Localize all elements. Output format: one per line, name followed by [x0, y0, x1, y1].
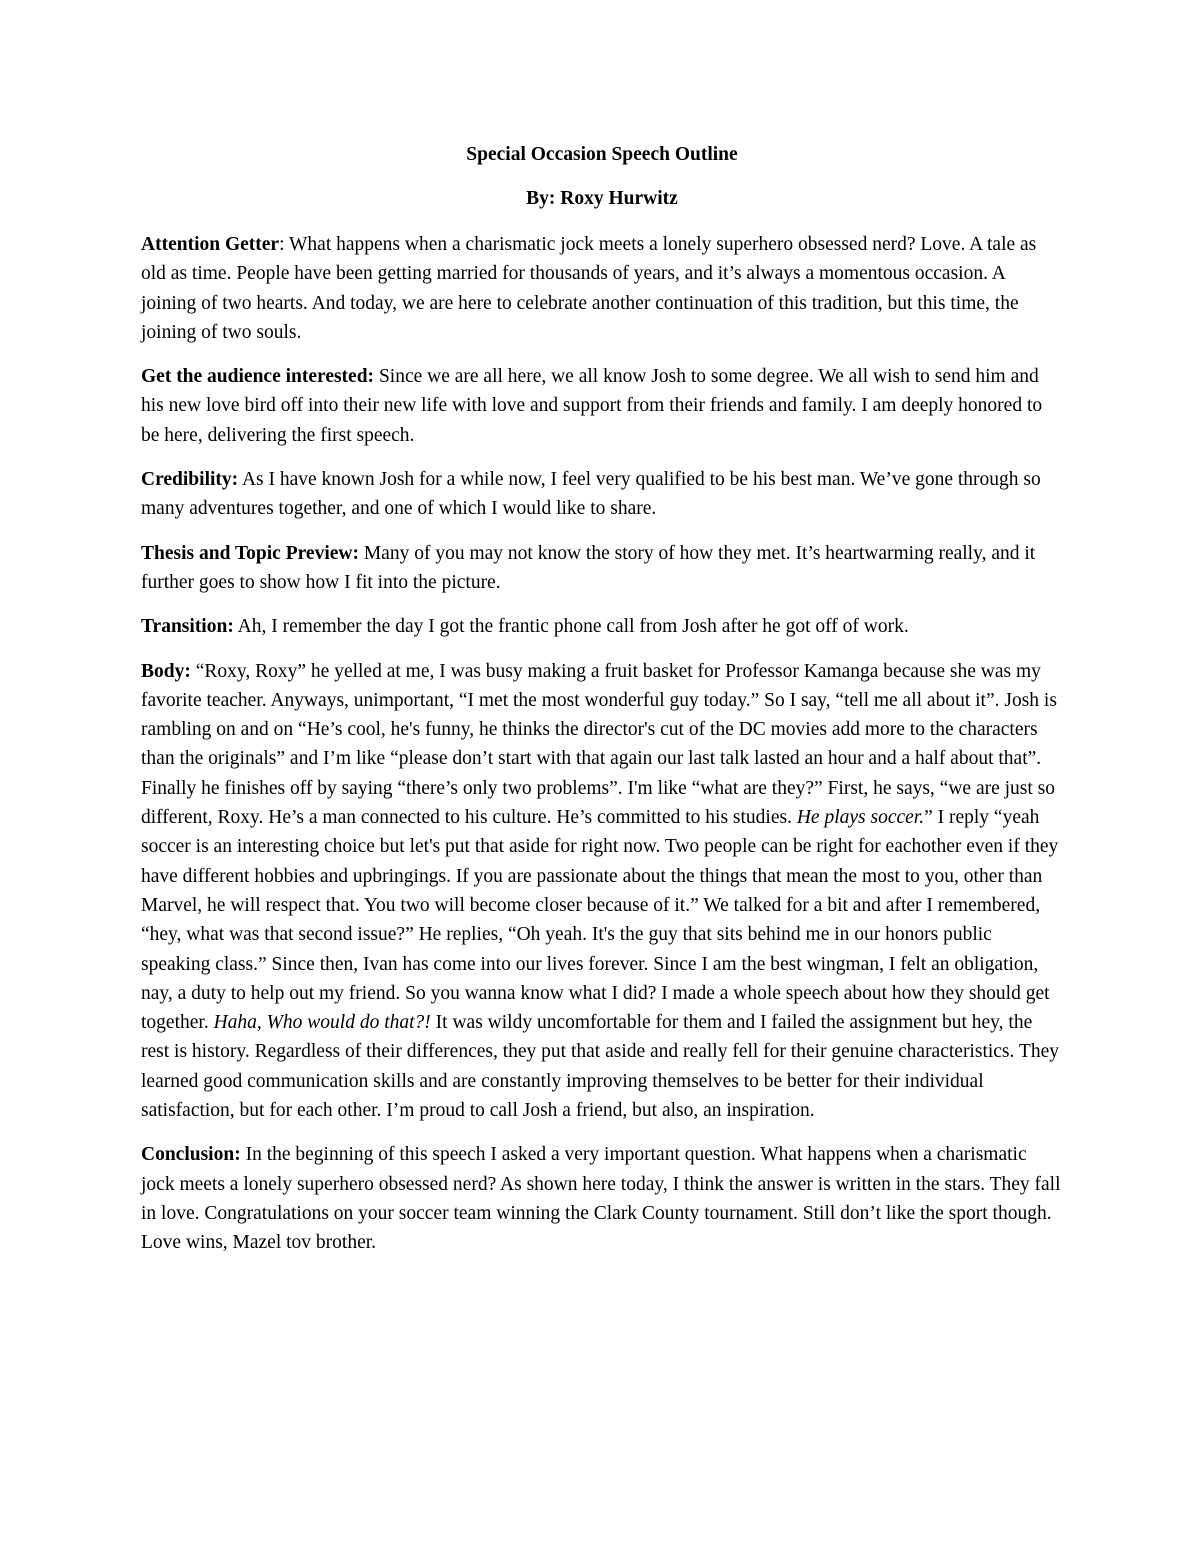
section-italic-text: Haha, Who would do that?! [213, 1012, 431, 1034]
section-conclusion [141, 1140, 1063, 1257]
section-label: Get the audience interested: [141, 366, 375, 388]
section-italic-text: He plays soccer. [796, 807, 925, 829]
section-text: As I have known Josh for a while now, I feel very qualified to be his best man. We’ve gone through so many adventures together, and one of which I would like to share. [141, 469, 1041, 520]
section-attention-getter [141, 230, 1063, 347]
section-text: ” I reply “yeah soccer is an interesting choice but let's put that aside for right now. Two people can be right for eachother even if they have different hobbies and upbringings. If you are passionate about the things that mean the most to you, other than Marvel, he will respect that. You two will become closer because of it.” We talked for a bit and after I remembered, “hey, what was that second issue?” He replies, “Oh yeah. It's the guy that sits behind me in our honors public speaking class.” Since then, Ivan has come into our lives forever. Since I am the best wingman, I felt an obligation, nay, a duty to help out my friend. So you wanna know what I did? I made a whole speech about how they should get together. [141, 807, 1059, 1034]
section-text: Since we are all here, we all know Josh to some degree. We all wish to send him and his new love bird off into their new life with love and support from their friends and family. I am deeply honored to be here, delivering the first speech. [141, 366, 1043, 446]
section-text: : What happens when a charismatic jock meets a lonely superhero obsessed nerd? Love. A tale as old as time. People have been getting married for thousands of years, and it’s always a momentous occasion. A joining of two hearts. And today, we are here to celebrate another continuation of this tradition, but this time, the joining of two souls. [141, 234, 1037, 343]
section-label: Conclusion: [141, 1144, 241, 1166]
section-credibility [141, 465, 1063, 524]
section-transition [141, 612, 1063, 641]
section-label: Credibility: [141, 469, 239, 491]
section-text: In the beginning of this speech I asked a very important question. What happens when a charismatic jock meets a lonely superhero obsessed nerd? As shown here today, I think the answer is written in the stars. They fall in love. Congratulations on your soccer team winning the Clark County tournament. Still don’t like the sport though. Love wins, Mazel tov brother. [141, 1144, 1061, 1254]
section-text: Many of you may not know the story of how they met. It’s heartwarming really, and it further goes to show how I fit into the picture. [141, 542, 1036, 593]
section-label: Attention Getter [141, 234, 280, 255]
document-title: Special Occasion Speech Outline [466, 144, 738, 165]
section-text: Ah, I remember the day I got the frantic phone call from Josh after he got off of work. [233, 616, 909, 638]
section-label: Thesis and Topic Preview: [141, 542, 359, 564]
section-thesis-preview [141, 539, 1063, 598]
document-author: By: Roxy Hurwitz [526, 188, 678, 209]
section-label: Transition: [141, 616, 234, 638]
section-label: Body: [141, 660, 191, 682]
document-body [141, 140, 1063, 1273]
section-body [141, 657, 1063, 1126]
section-audience-interest [141, 362, 1063, 450]
section-text: It was wildy uncomfortable for them and I failed the assignment but hey, the rest is history. Regardless of their differences, they put that aside and really fell for their genuine characteristics. They learned good communication skills and are constantly improving themselves to be better for their individual satisfaction, but for each other. I’m proud to call Josh a friend, but also, an inspiration. [141, 1012, 1059, 1122]
section-text: “Roxy, Roxy” he yelled at me, I was busy making a fruit basket for Professor Kamanga because she was my favorite teacher. Anyways, unimportant, “I met the most wonderful guy today.” So I say, “tell me all about it”. Josh is rambling on and on “He’s cool, he's funny, he thinks the director's cut of the DC movies add more to the characters than the originals” and I’m like “please don’t start with that again our last talk lasted an hour and a half about that”. Finally he finishes off by saying “there’s only two problems”. I'm like “what are they?” First, he says, “we are just so different, Roxy. He’s a man connected to his culture. He’s committed to his studies. [141, 660, 1057, 829]
